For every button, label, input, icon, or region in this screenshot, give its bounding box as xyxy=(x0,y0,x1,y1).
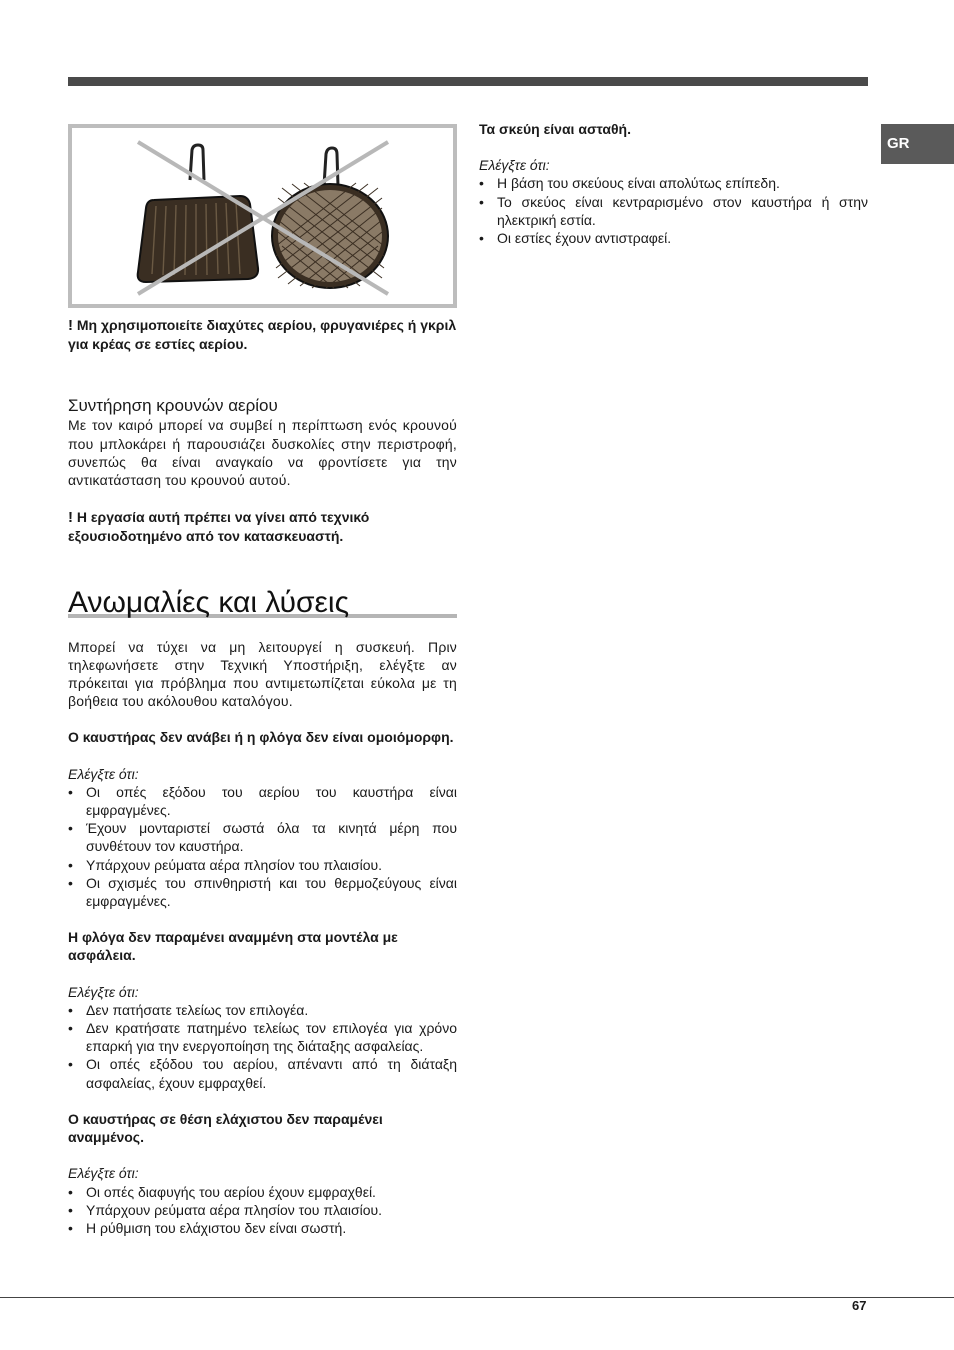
check-list xyxy=(68,1183,457,1238)
check-list xyxy=(68,783,457,910)
forbidden-cookware-figure xyxy=(68,124,457,308)
maintenance-body: Με τον καιρό μπορεί να συμβεί η περίπτωση ενός κρουνού που μπλοκάρει ή παρουσιάζει δυσκολίες στην περιστροφή, συνεπώς θα είναι αναγκαίο να φροντίσετε για την αντικατάσταση του κρουνού αυτού. xyxy=(68,417,457,489)
crossed-out-pans-illustration xyxy=(72,128,453,304)
maintenance-heading: Συντήρηση κρουνών αερίου xyxy=(68,396,278,416)
check-label: Ελέγξτε ότι: xyxy=(479,157,550,174)
list-item: • Οι οπές εξόδου του αερίου του καυστήρα είναι εμφραγμένες. xyxy=(68,783,457,819)
troubleshooting-intro: Μπορεί να τύχει να μη λειτουργεί η συσκευή. Πριν τηλεφωνήσετε στην Τεχνική Υποστήριξη, ελέγξτε αν πρόκειται για πρόβλημα που αντιμετωπίζεται εύκολα με τη βοήθεια του ακόλουθου καταλόγου. xyxy=(68,638,457,710)
list-item: • Η ρύθμιση του ελάχιστου δεν είναι σωστή. xyxy=(68,1219,457,1237)
list-item: • Δεν κρατήσατε πατημένο τελείως τον επιλογέα για χρόνο επαρκή για την ενεργοποίηση της διάταξης ασφαλείας. xyxy=(68,1019,457,1055)
warning-gas-diffusers xyxy=(68,316,457,353)
list-item: • Οι οπές διαφυγής του αερίου έχουν εμφραχθεί. xyxy=(68,1183,457,1201)
list-item: • Υπάρχουν ρεύματα αέρα πλησίον του πλαισίου. xyxy=(68,856,457,874)
list-item: • Οι εστίες έχουν αντιστραφεί. xyxy=(479,229,868,247)
list-item: • Η βάση του σκεύους είναι απολύτως επίπεδη. xyxy=(479,174,868,192)
warning-text: Η εργασία αυτή πρέπει να γίνει από τεχνικό εξουσιοδοτημένο από τον κατασκευαστή. xyxy=(68,509,370,545)
exclamation-icon: ! xyxy=(68,317,73,334)
list-item: • Υπάρχουν ρεύματα αέρα πλησίον του πλαισίου. xyxy=(68,1201,457,1219)
list-item: • Οι σχισμές του σπινθηριστή και του θερμοζεύγους είναι εμφραγμένες. xyxy=(68,874,457,910)
check-list xyxy=(479,174,868,247)
list-item: • Δεν πατήσατε τελείως τον επιλογέα. xyxy=(68,1001,457,1019)
warning-text: Μη χρησιμοποιείτε διαχύτες αερίου, φρυγανιέρες ή γκριλ για κρέας σε εστίες αερίου. xyxy=(68,317,457,353)
check-list xyxy=(68,1001,457,1092)
top-rule xyxy=(68,77,868,86)
warning-technician xyxy=(68,508,457,545)
problem-title: Ο καυστήρας δεν ανάβει ή η φλόγα δεν είναι ομοιόμορφη. xyxy=(68,729,454,746)
page-number: 67 xyxy=(852,1298,867,1313)
troubleshooting-title: Ανωμαλίες και λύσεις xyxy=(68,585,350,619)
problem-title: Η φλόγα δεν παραμένει αναμμένη στα μοντέλα με ασφάλεια. xyxy=(68,929,398,964)
left-column xyxy=(68,124,457,1237)
problem-title: Τα σκεύη είναι ασταθή. xyxy=(479,121,631,137)
list-item: • Το σκεύος είναι κεντραρισμένο στον καυστήρα ή στην ηλεκτρική εστία. xyxy=(479,193,868,229)
check-label: Ελέγξτε ότι: xyxy=(68,983,139,1000)
footer-rule xyxy=(0,1297,954,1298)
right-column xyxy=(479,120,868,247)
exclamation-icon: ! xyxy=(68,509,73,527)
language-tab: GR xyxy=(881,124,954,164)
check-label: Ελέγξτε ότι: xyxy=(68,765,139,782)
list-item: • Έχουν μονταριστεί σωστά όλα τα κινητά μέρη που συνθέτουν τον καυστήρα. xyxy=(68,819,457,855)
check-label: Ελέγξτε ότι: xyxy=(68,1165,139,1182)
list-item: • Οι οπές εξόδου του αερίου, απέναντι από τη διάταξη ασφαλείας, έχουν εμφραχθεί. xyxy=(68,1055,457,1091)
problem-title: Ο καυστήρας σε θέση ελάχιστου δεν παραμένει αναμμένος. xyxy=(68,1110,383,1146)
